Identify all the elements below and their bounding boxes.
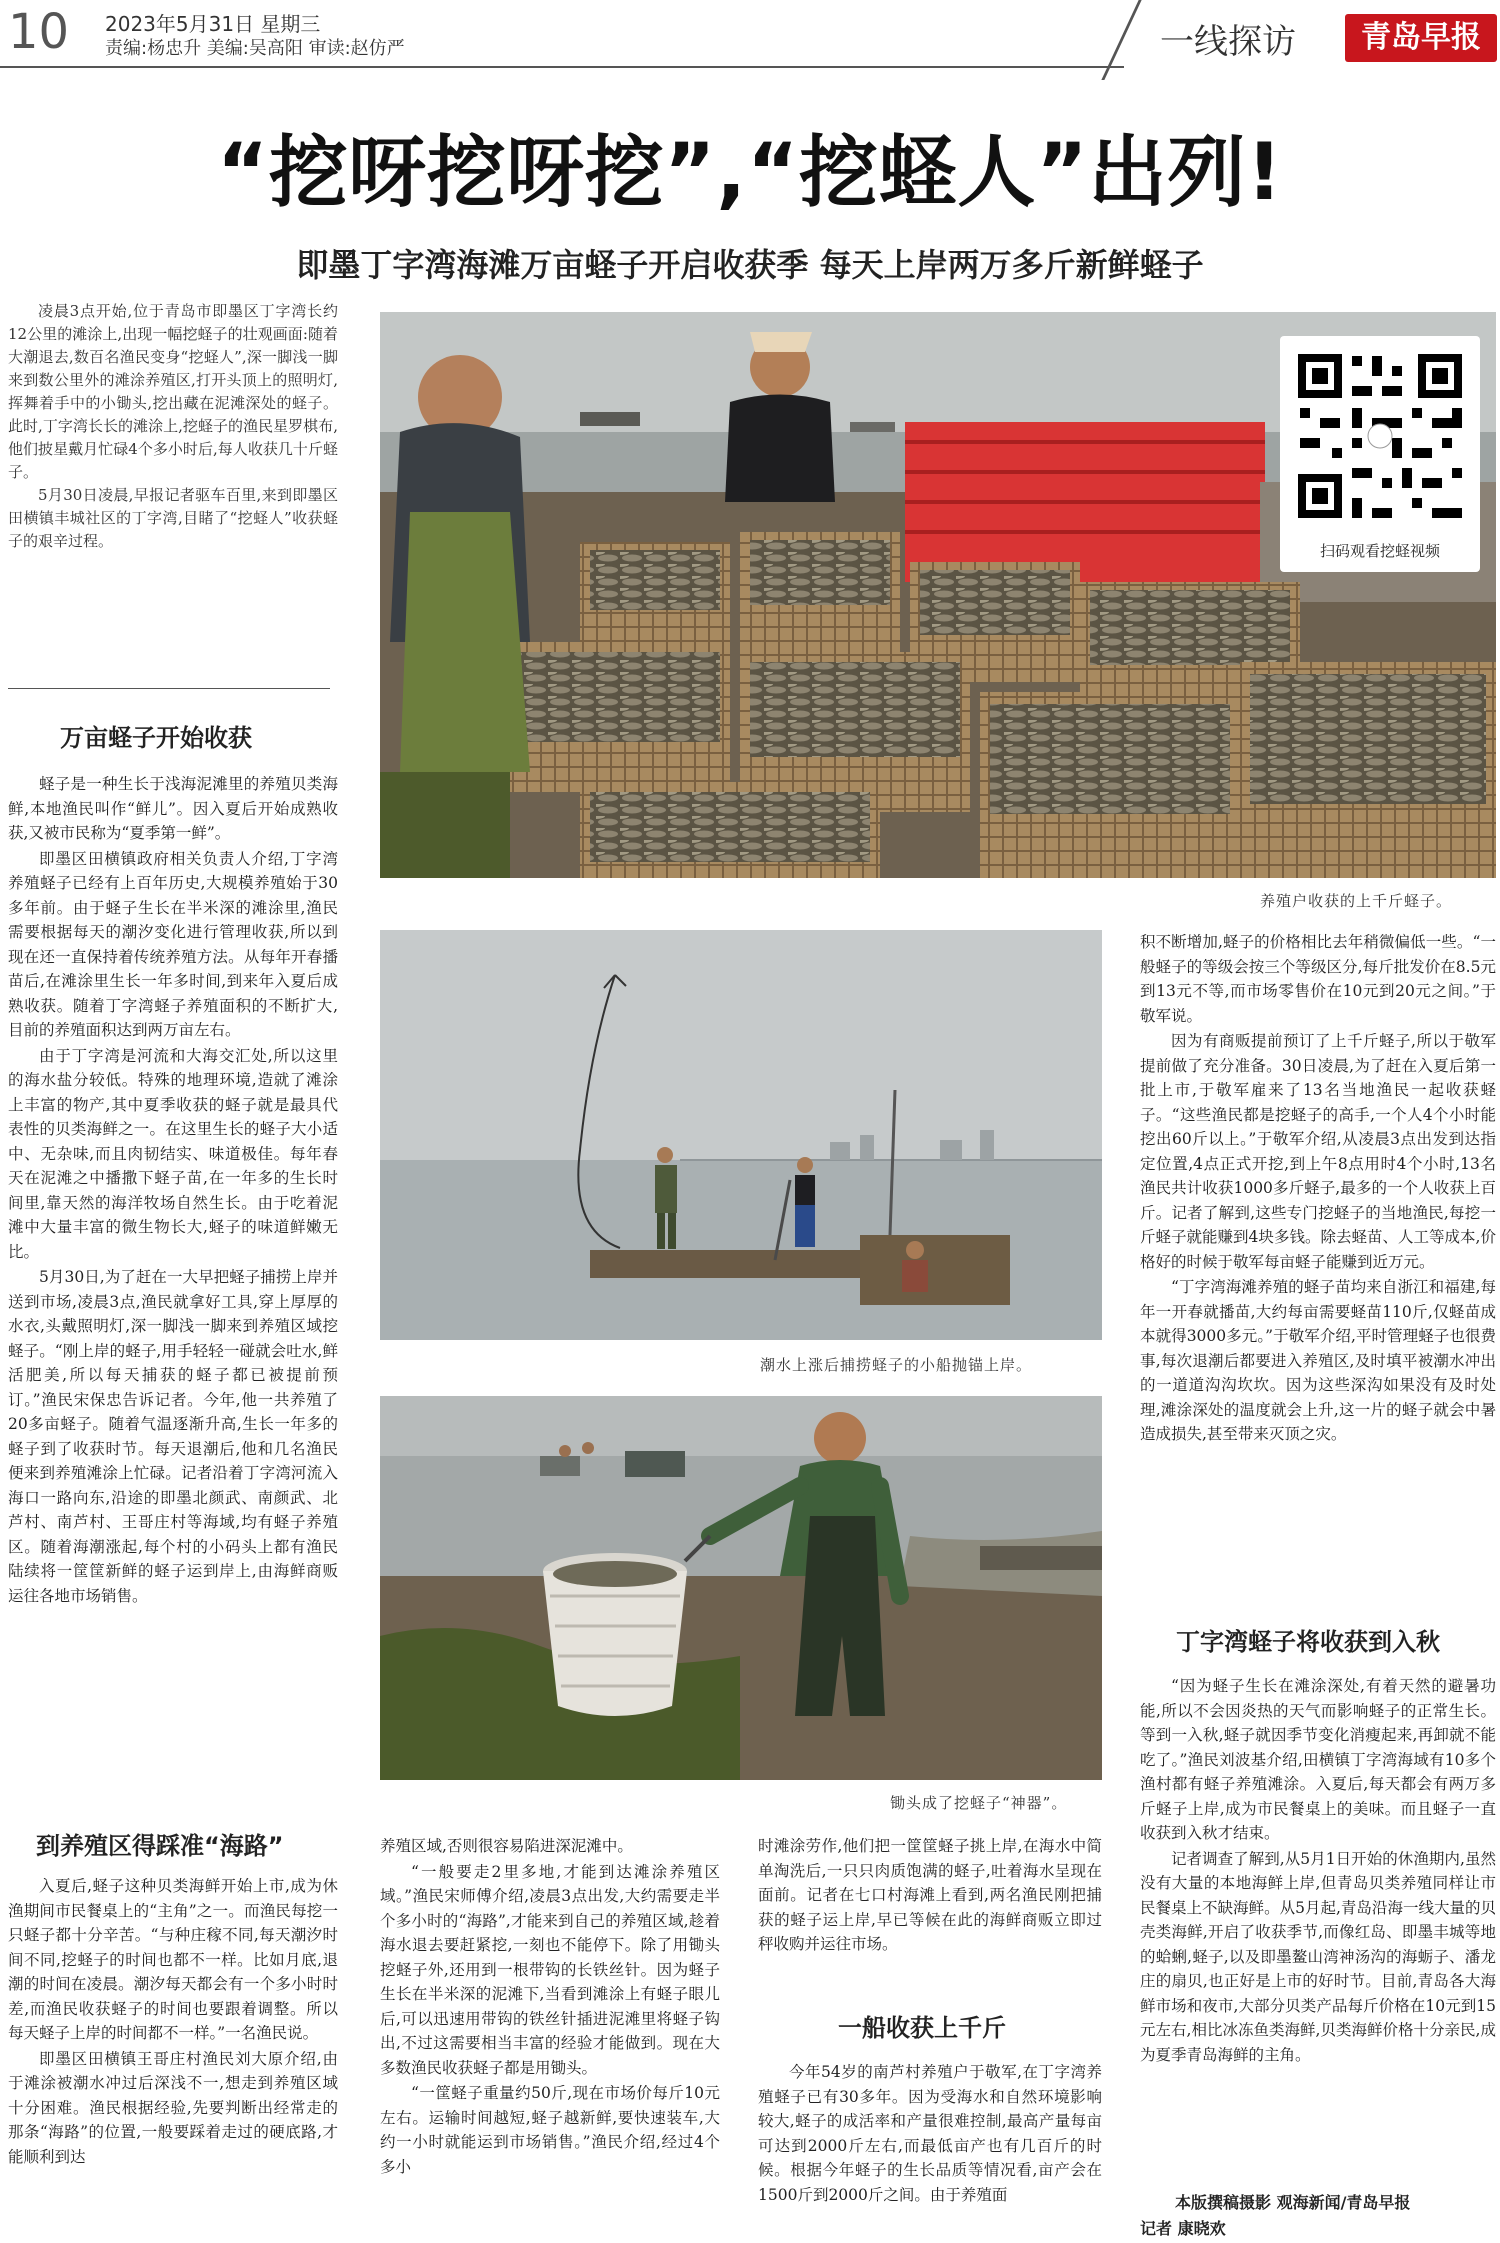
column-3b-body	[758, 2060, 1102, 2208]
editor-credits: 责编:杨忠升 美编:吴高阳 审读:赵仿严	[105, 38, 405, 59]
qr-code-panel[interactable]	[1280, 336, 1480, 572]
photo-caption-1: 养殖户收获的上千斤蛏子。	[1260, 892, 1453, 910]
subheadline: 即墨丁字湾海滩万亩蛏子开启收获季 每天上岸两万多斤新鲜蛏子	[296, 246, 1204, 284]
photo-caption-2: 潮水上涨后捕捞蛏子的小船抛锚上岸。	[760, 1356, 1033, 1374]
section-title-3: 一船收获上千斤	[838, 2014, 1006, 2042]
photo-credit: 本版撰稿摄影 观海新闻/青岛早报	[1175, 2193, 1411, 2212]
paragraph: 5月30日,为了赶在一大早把蛏子捕捞上岸并送到市场,凌晨3点,渔民就拿好工具,穿上厚厚的水衣,头戴照明灯,深一脚浅一脚来到养殖区域挖蛏子。“刚上岸的蛏子,用手轻轻一碰就会吐水,鲜活肥美,所以每天捕获的蛏子都已被提前预订。”渔民宋保忠告诉记者。今年,他一共养殖了20多亩蛏子。随着气温逐渐升高,生长一年多的蛏子到了收获时节。每天退潮后,他和几名渔民便来到养殖滩涂上忙碌。记者沿着丁字湾河流入海口一路向东,沿途的即墨北颜武、南颜武、北芦村、南芦村、王哥庄村等海域,均有蛏子养殖区。随着海潮涨起,每个村的小码头上都有渔民陆续将一筐筐新鲜的蛏子运到岸上,由海鲜商贩运往各地市场销售。	[8, 1268, 338, 1605]
paragraph: 记者调查了解到,从5月1日开始的休渔期内,虽然没有大量的本地海鲜上岸,但青岛贝类养殖同样让市民餐桌上不缺海鲜。从5月起,青岛沿海一线大量的贝壳类海鲜,开启了收获季节,而像红岛、即墨丰城等地的蛤蜊,蛏子,以及即墨鳌山湾神汤沟的海蛎子、潘龙庄的扇贝,也正好是上市的好时节。目前,青岛各大海鲜市场和夜市,大部分贝类产品每斤价格在10元到15元左右,相比冰冻鱼类海鲜,贝类海鲜价格十分亲民,成为夏季青岛海鲜的主角。	[1140, 1849, 1496, 2064]
paragraph: “因为蛏子生长在滩涂深处,有着天然的避暑功能,所以不会因炎热的天气而影响蛏子的正常生长。等到一入秋,蛏子就因季节变化消瘦起来,再卸就不能吃了。”渔民刘波基介绍,田横镇丁字湾海域有10多个渔村都有蛏子养殖滩涂。入夏后,每天都会有两万多斤蛏子上岸,成为市民餐桌上的美味。而且蛏子一直收获到入秋才结束。	[1140, 1677, 1496, 1842]
photo-caption-3: 锄头成了挖蛏子“神器”。	[890, 1794, 1068, 1812]
photo-fisherman-basket	[380, 1396, 1102, 1780]
issue-date: 2023年5月31日 星期三	[105, 12, 321, 36]
paragraph: 今年54岁的南芦村养殖户于敬军,在丁字湾养殖蛏子已有30多年。因为受海水和自然环境影响较大,蛏子的成活率和产量很难控制,最高产量每亩可达到2000斤左右,而最低亩产也有几百斤的时候。根据今年蛏子的生长品质等情况看,亩产会在1500斤到2000斤之间。由于养殖面	[758, 2063, 1102, 2204]
column-2-body	[380, 1834, 720, 2180]
column-4-body	[1140, 930, 1496, 1448]
paragraph: 因为有商贩提前预订了上千斤蛏子,所以于敬军提前做了充分准备。30日凌晨,为了赶在入夏后第一批上市,于敬军雇来了13名当地渔民一起收获蛏子。“这些渔民都是挖蛏子的高手,一个人4个小时能挖出60斤以上。”于敬军介绍,从凌晨3点出发到达指定位置,4点正式开挖,到上午8点用时4个小时,13名渔民共计收获1000多斤蛏子,最多的一个人收获上百斤。记者了解到,这些专门挖蛏子的当地渔民,每挖一斤蛏子就能赚到4块多钱。除去蛏苗、人工等成本,价格好的时候于敬军每亩蛏子能赚到近万元。	[1140, 1032, 1496, 1271]
paragraph: 时滩涂劳作,他们把一筐筐蛏子挑上岸,在海水中简单淘洗后,一只只肉质饱满的蛏子,吐着海水呈现在面前。记者在七口村海滩上看到,两名渔民刚把捕获的蛏子运上岸,早已等候在此的海鲜商贩立即过秤收购并运往市场。	[758, 1837, 1102, 1953]
column-4b-body	[1140, 1674, 1496, 2068]
column-3-body	[758, 1834, 1102, 1958]
header-rule	[0, 66, 1124, 68]
paragraph: 入夏后,蛏子这种贝类海鲜开始上市,成为休渔期间市民餐桌上的“主角”之一。而渔民每挖一只蛏子都十分辛苦。“与种庄稼不同,每天潮汐时间不同,挖蛏子的时间也都不一样。比如月底,退潮的时间在凌晨。潮汐每天都会有一个多小时时差,而渔民收获蛏子的时间也要跟着调整。所以每天蛏子上岸的时间都不一样。”一名渔民说。	[8, 1877, 338, 2042]
paragraph: “一般要走2里多地,才能到达滩涂养殖区域。”渔民宋师傅介绍,凌晨3点出发,大约需要走半个多小时的“海路”,才能来到自己的养殖区域,趁着海水退去要赶紧挖,一刻也不能停下。除了用锄头挖蛏子外,还用到一根带钩的长铁丝针。因为蛏子生长在半米深的泥滩下,当看到滩涂上有蛏子眼儿后,可以迅速用带钩的铁丝针插进泥滩里将蛏子钩出,不过这需要相当丰富的经验才能做到。现在大多数渔民收获蛏子都是用锄头。	[380, 1862, 720, 2077]
paragraph: “丁字湾海滩养殖的蛏子苗均来自浙江和福建,每年一开春就播苗,大约每亩需要蛏苗110斤,仅蛏苗成本就得3000多元。”于敬军介绍,平时管理蛏子也很费事,每次退潮后都要进入养殖区,及时填平被潮水冲出的一道道沟沟坎坎。因为这些深沟如果没有及时处理,滩涂深处的温度就会上升,这一片的蛏子就会中暑造成损失,甚至带来灭顶之灾。	[1140, 1278, 1496, 1443]
page-number: 10	[8, 4, 70, 60]
lede-paragraph: 5月30日凌晨,早报记者驱车百里,来到即墨区田横镇丰城社区的丁字湾,目睹了“挖蛏人”收获蛏子的艰辛过程。	[8, 486, 338, 550]
paragraph: 蛏子是一种生长于浅海泥滩里的养殖贝类海鲜,本地渔民叫作“鲜儿”。因入夏后开始成熟收获,又被市民称为“夏季第一鲜”。	[8, 775, 338, 842]
paragraph: 养殖区域,否则很容易陷进深泥滩中。	[380, 1837, 633, 1855]
reporter-credit: 记者 康晓欢	[1140, 2219, 1226, 2238]
section-title-1: 万亩蛏子开始收获	[60, 724, 252, 752]
paragraph: 即墨区田横镇政府相关负责人介绍,丁字湾养殖蛏子已经有上百年历史,大规模养殖始于30多年前。由于蛏子生长在半米深的滩涂里,渔民需要根据每天的潮汐变化进行管理收获,所以到现在还一直保持着传统养殖方法。从每年开春播苗后,在滩涂里生长一年多时间,到来年入夏后成熟收获。随着丁字湾蛏子养殖面积的不断扩大,目前的养殖面积达到两万亩左右。	[8, 849, 338, 1039]
lede-divider	[8, 688, 330, 689]
paragraph: “一筐蛏子重量约50斤,现在市场价每斤10元左右。运输时间越短,蛏子越新鲜,要快速装车,大约一小时就能运到市场销售。”渔民介绍,经过4个多小	[380, 2084, 720, 2176]
column-1-body	[8, 772, 338, 1609]
qr-label: 扫码观看挖蛏视频	[1319, 542, 1440, 560]
column-1b-body	[8, 1874, 338, 2170]
qr-code-icon[interactable]	[1280, 336, 1480, 536]
header-divider	[1101, 0, 1141, 80]
lede-paragraph: 凌晨3点开始,位于青岛市即墨区丁字湾长约12公里的滩涂上,出现一幅挖蛏子的壮观画面:随着大潮退去,数百名渔民变身“挖蛏人”,深一脚浅一脚来到数公里外的滩涂养殖区,打开头顶上的照明灯,挥舞着手中的小锄头,挖出藏在泥滩深处的蛏子。此时,丁字湾长长的滩涂上,挖蛏子的渔民星罗棋布,他们披星戴月忙碌4个多小时后,每人收获几十斤蛏子。	[8, 302, 338, 481]
headline: “挖呀挖呀挖”,“挖蛏人”出列!	[216, 128, 1284, 218]
section-name: 一线探访	[1160, 22, 1296, 62]
section-title-4: 丁字湾蛏子将收获到入秋	[1176, 1628, 1440, 1656]
photo-boats-on-water	[380, 930, 1102, 1340]
section-title-2: 到养殖区得踩准“海路”	[36, 1832, 284, 1860]
paragraph: 由于丁字湾是河流和大海交汇处,所以这里的海水盐分较低。特殊的地理环境,造就了滩涂上丰富的物产,其中夏季收获的蛏子就是最具代表性的贝类海鲜之一。在这里生长的蛏子大小适中、无杂味,而且肉韧结实、味道极佳。每年春天在泥滩之中播撒下蛏子苗,在一年多的生长时间里,靠天然的海洋牧场自然生长。由于吃着泥滩中大量丰富的微生物长大,蛏子的味道鲜嫩无比。	[8, 1046, 338, 1261]
paragraph: 积不断增加,蛏子的价格相比去年稍微偏低一些。“一般蛏子的等级会按三个等级区分,每斤批发价在8.5元到13元不等,而市场零售价在10元到20元之间。”于敬军说。	[1140, 933, 1496, 1025]
newspaper-logo: 青岛早报	[1345, 14, 1497, 62]
lede-block	[8, 300, 338, 553]
paragraph: 即墨区田横镇王哥庄村渔民刘大原介绍,由于滩涂被潮水冲过后深浅不一,想走到养殖区域十分困难。渔民根据经验,先要判断出经常走的那条“海路”的位置,一般要踩着走过的硬底路,才能顺利到达	[8, 2049, 338, 2166]
